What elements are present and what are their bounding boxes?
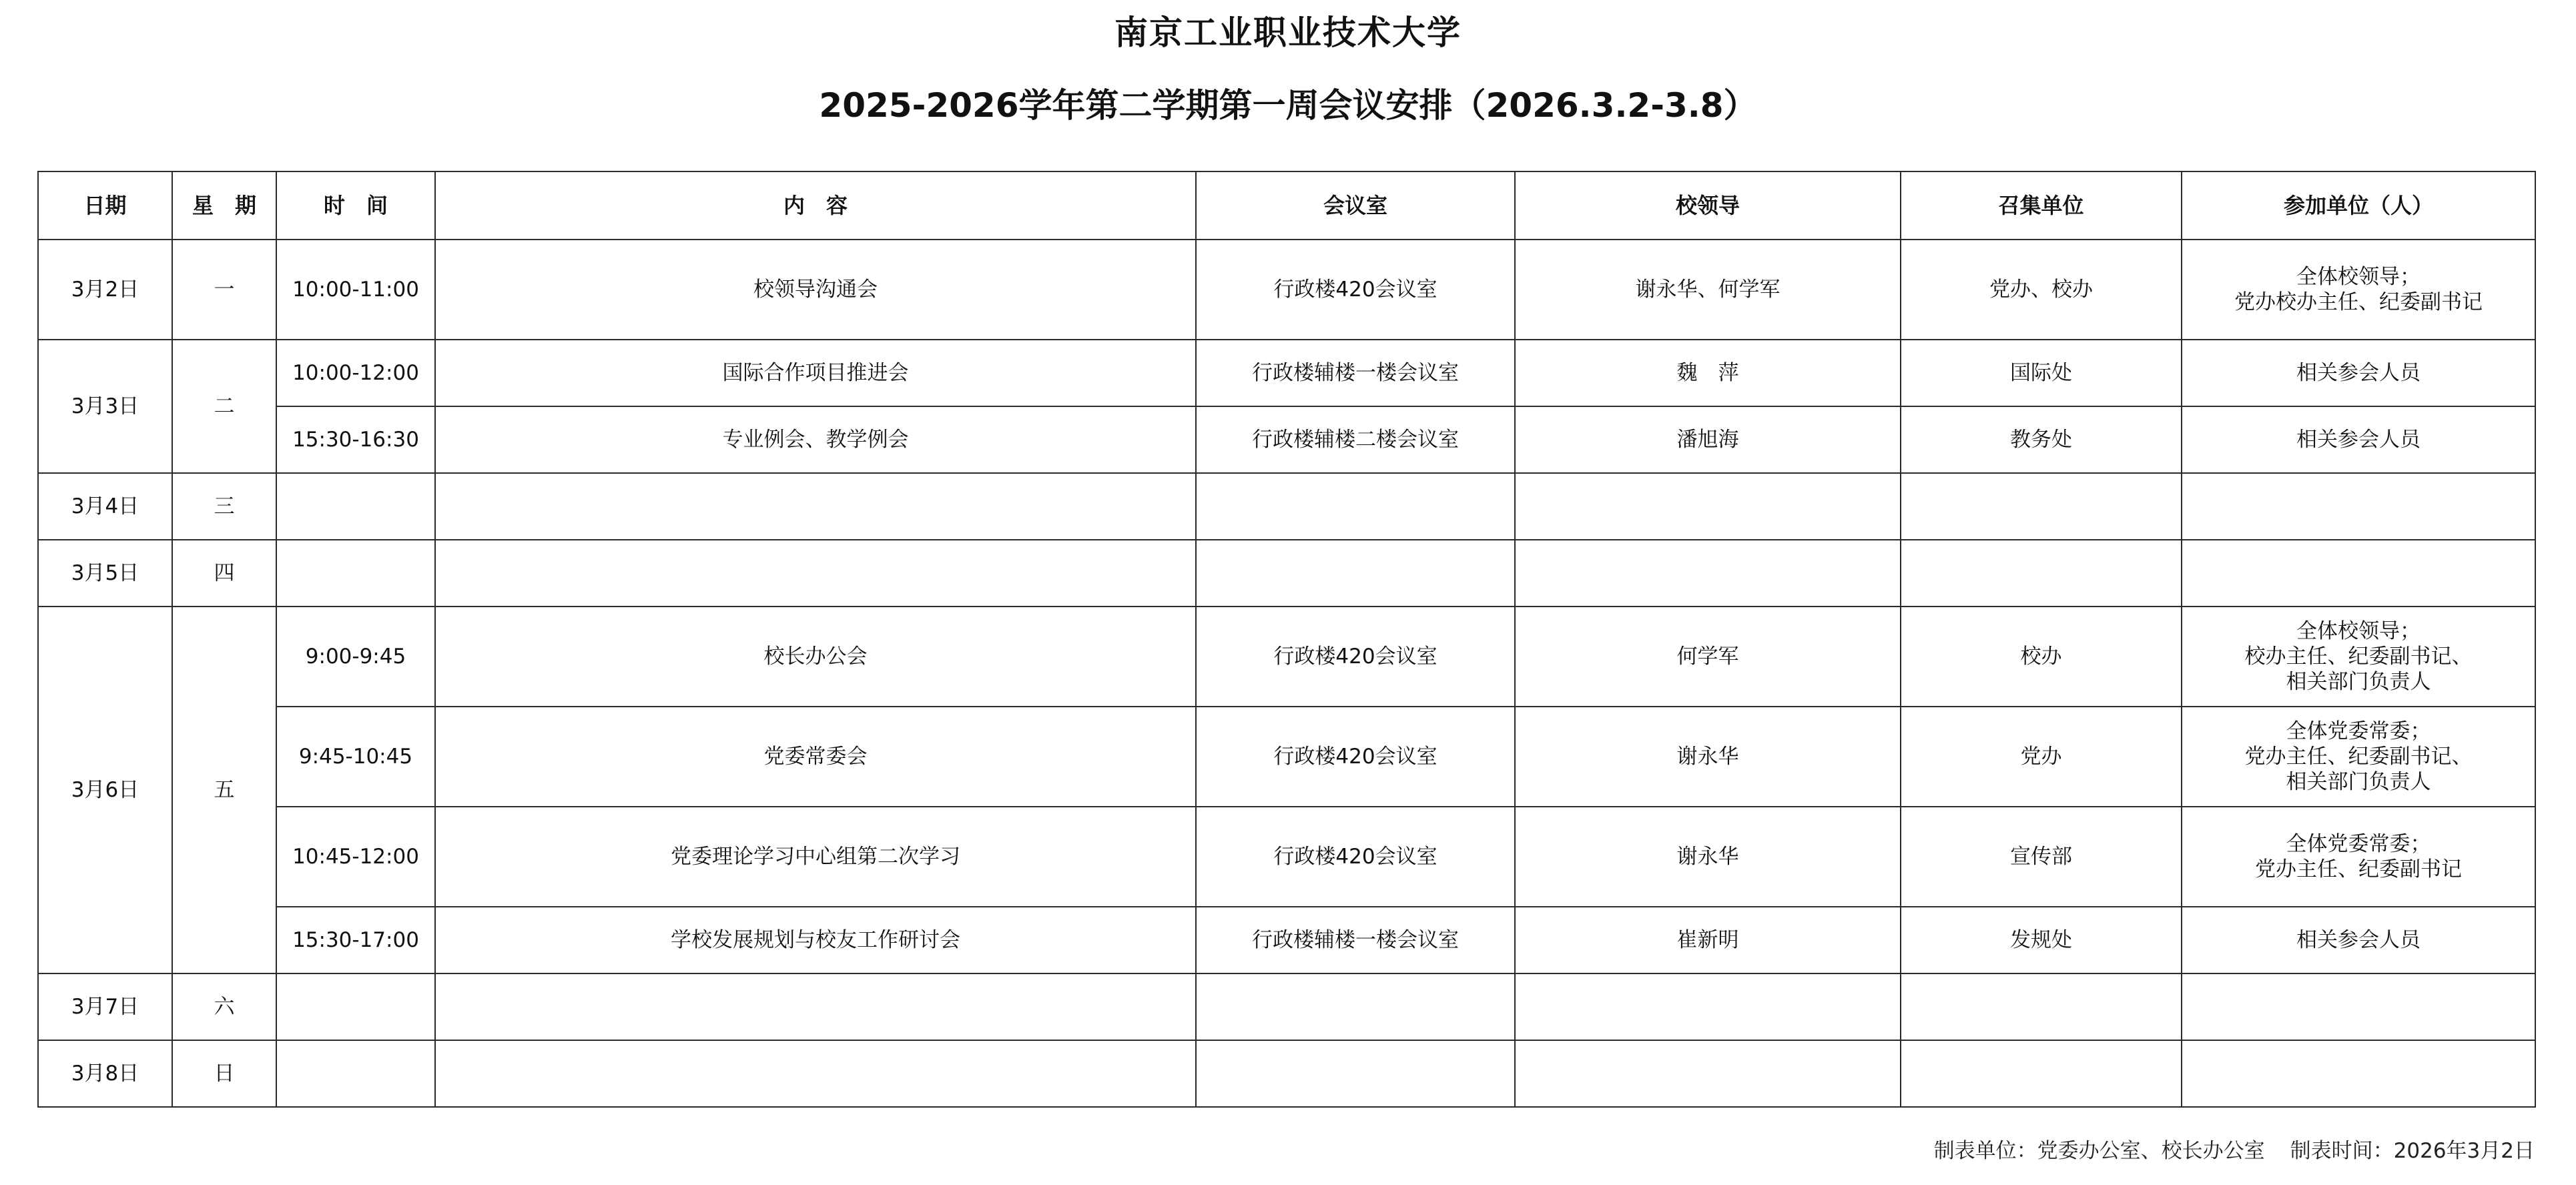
time-cell	[276, 973, 435, 1040]
table-row	[38, 707, 2535, 807]
leader-cell	[1515, 973, 1901, 1040]
leader-cell: 谢永华、何学军	[1515, 240, 1901, 340]
page-title: 南京工业职业技术大学	[1114, 13, 1462, 52]
weekday-cell: 六	[172, 973, 276, 1040]
leader-cell: 谢永华	[1515, 807, 1901, 907]
table-header-row	[38, 171, 2535, 240]
convener-cell: 党办、校办	[1901, 240, 2182, 340]
time-cell: 15:30-17:00	[276, 907, 435, 973]
meeting-schedule-table	[37, 171, 2536, 1108]
convener-cell	[1901, 473, 2182, 540]
room-cell	[1196, 1040, 1515, 1107]
convener-cell	[1901, 540, 2182, 607]
content-cell: 国际合作项目推进会	[435, 340, 1196, 406]
table-row	[38, 340, 2535, 406]
leader-cell: 魏 萍	[1515, 340, 1901, 406]
content-cell	[435, 973, 1196, 1040]
time-cell	[276, 473, 435, 540]
column-header-convener: 召集单位	[1901, 171, 2182, 240]
weekday-cell: 二	[172, 340, 276, 473]
time-cell: 10:00-11:00	[276, 240, 435, 340]
time-cell: 9:45-10:45	[276, 707, 435, 807]
footer-date: 制表时间：2026年3月2日	[2290, 1139, 2535, 1163]
weekday-cell: 一	[172, 240, 276, 340]
page-subtitle: 2025-2026学年第二学期第一周会议安排（2026.3.2-3.8）	[819, 86, 1757, 125]
convener-cell: 党办	[1901, 707, 2182, 807]
table-row	[38, 807, 2535, 907]
leader-cell	[1515, 540, 1901, 607]
content-cell: 党委理论学习中心组第二次学习	[435, 807, 1196, 907]
room-cell: 行政楼420会议室	[1196, 807, 1515, 907]
time-cell: 10:00-12:00	[276, 340, 435, 406]
content-cell	[435, 540, 1196, 607]
attendees-cell	[2182, 973, 2535, 1040]
attendees-cell: 相关参会人员	[2182, 406, 2535, 473]
leader-cell: 崔新明	[1515, 907, 1901, 973]
leader-cell: 谢永华	[1515, 707, 1901, 807]
table-row	[38, 406, 2535, 473]
leader-cell: 潘旭海	[1515, 406, 1901, 473]
time-cell: 10:45-12:00	[276, 807, 435, 907]
column-header-time: 时 间	[276, 171, 435, 240]
convener-cell	[1901, 1040, 2182, 1107]
date-cell: 3月8日	[38, 1040, 172, 1107]
content-cell: 党委常委会	[435, 707, 1196, 807]
date-cell: 3月7日	[38, 973, 172, 1040]
room-cell: 行政楼420会议室	[1196, 240, 1515, 340]
time-cell	[276, 540, 435, 607]
date-cell: 3月6日	[38, 607, 172, 973]
convener-cell: 宣传部	[1901, 807, 2182, 907]
content-cell: 专业例会、教学例会	[435, 406, 1196, 473]
column-header-content: 内 容	[435, 171, 1196, 240]
table-footer	[1934, 1134, 2535, 1168]
attendees-cell: 相关参会人员	[2182, 907, 2535, 973]
time-cell	[276, 1040, 435, 1107]
content-cell: 校长办公会	[435, 607, 1196, 707]
table-row	[38, 473, 2535, 540]
date-cell: 3月4日	[38, 473, 172, 540]
attendees-cell: 相关参会人员	[2182, 340, 2535, 406]
weekday-cell: 日	[172, 1040, 276, 1107]
attendees-cell	[2182, 1040, 2535, 1107]
content-cell: 校领导沟通会	[435, 240, 1196, 340]
date-cell: 3月3日	[38, 340, 172, 473]
attendees-cell: 全体党委常委； 党办主任、纪委副书记、 相关部门负责人	[2182, 707, 2535, 807]
content-cell: 学校发展规划与校友工作研讨会	[435, 907, 1196, 973]
leader-cell	[1515, 473, 1901, 540]
column-header-date: 日期	[38, 171, 172, 240]
table-row	[38, 973, 2535, 1040]
attendees-cell: 全体校领导； 校办主任、纪委副书记、 相关部门负责人	[2182, 607, 2535, 707]
attendees-cell	[2182, 540, 2535, 607]
column-header-weekday: 星 期	[172, 171, 276, 240]
room-cell: 行政楼辅楼一楼会议室	[1196, 340, 1515, 406]
convener-cell	[1901, 973, 2182, 1040]
column-header-leader: 校领导	[1515, 171, 1901, 240]
attendees-cell	[2182, 473, 2535, 540]
room-cell	[1196, 473, 1515, 540]
room-cell: 行政楼辅楼一楼会议室	[1196, 907, 1515, 973]
convener-cell: 国际处	[1901, 340, 2182, 406]
room-cell	[1196, 540, 1515, 607]
convener-cell: 校办	[1901, 607, 2182, 707]
convener-cell: 教务处	[1901, 406, 2182, 473]
room-cell: 行政楼420会议室	[1196, 607, 1515, 707]
leader-cell	[1515, 1040, 1901, 1107]
content-cell	[435, 1040, 1196, 1107]
table-row	[38, 240, 2535, 340]
column-header-room: 会议室	[1196, 171, 1515, 240]
footer-maker: 制表单位：党委办公室、校长办公室	[1933, 1139, 2265, 1163]
column-header-attendees: 参加单位（人）	[2182, 171, 2535, 240]
table-row	[38, 607, 2535, 707]
weekday-cell: 四	[172, 540, 276, 607]
table-row	[38, 540, 2535, 607]
attendees-cell: 全体党委常委； 党办主任、纪委副书记	[2182, 807, 2535, 907]
room-cell: 行政楼辅楼二楼会议室	[1196, 406, 1515, 473]
table-row	[38, 1040, 2535, 1107]
weekday-cell: 三	[172, 473, 276, 540]
time-cell: 9:00-9:45	[276, 607, 435, 707]
weekday-cell: 五	[172, 607, 276, 973]
time-cell: 15:30-16:30	[276, 406, 435, 473]
content-cell	[435, 473, 1196, 540]
convener-cell: 发规处	[1901, 907, 2182, 973]
room-cell: 行政楼420会议室	[1196, 707, 1515, 807]
attendees-cell: 全体校领导； 党办校办主任、纪委副书记	[2182, 240, 2535, 340]
table-row	[38, 907, 2535, 973]
date-cell: 3月2日	[38, 240, 172, 340]
date-cell: 3月5日	[38, 540, 172, 607]
leader-cell: 何学军	[1515, 607, 1901, 707]
room-cell	[1196, 973, 1515, 1040]
